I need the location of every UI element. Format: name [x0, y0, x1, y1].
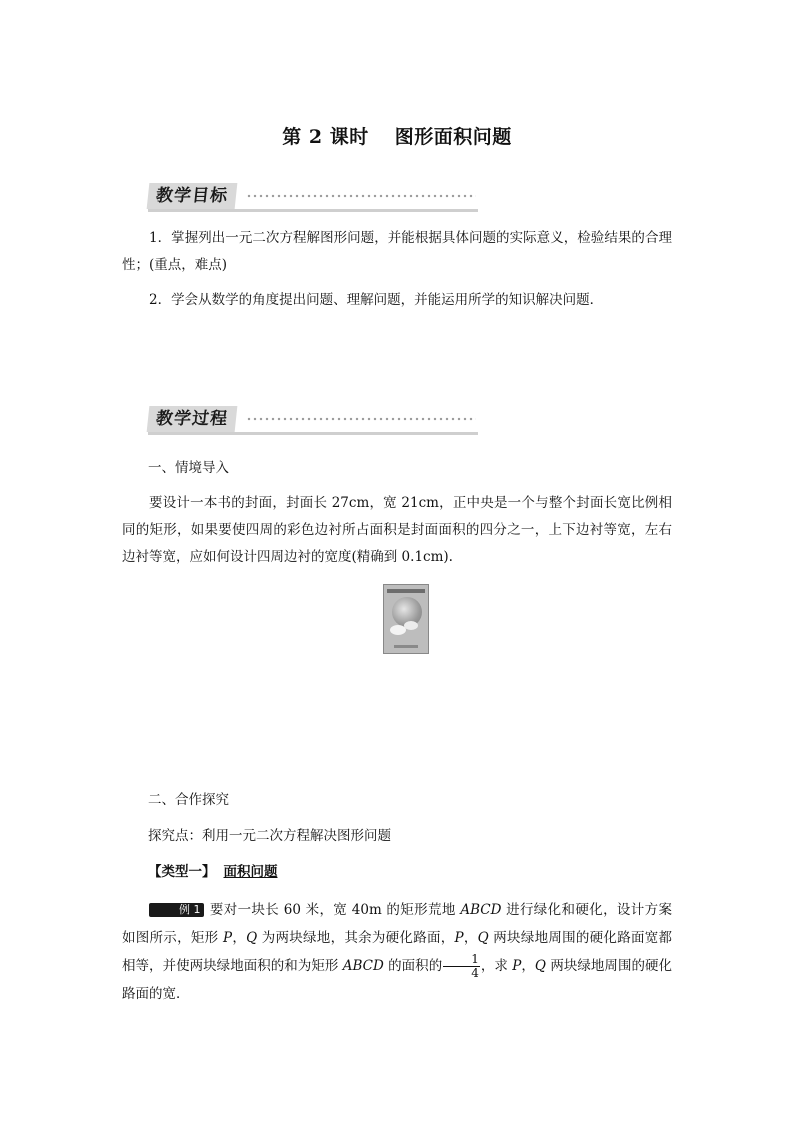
section-heading-intro: 一、情境导入 [148, 460, 229, 476]
section-heading-explore: 二、合作探究 [148, 792, 229, 808]
goals-banner [148, 183, 478, 213]
lesson-number: 第 2 课时 [282, 126, 369, 148]
page-title [0, 122, 794, 149]
lesson-topic: 图形面积问题 [394, 126, 512, 148]
banner-rule [148, 209, 478, 212]
example-tag: 例 1 [149, 903, 204, 917]
process-banner [148, 406, 478, 436]
type-title: 面积问题 [223, 864, 278, 880]
book-cover-image [383, 584, 429, 654]
banner-dots [246, 193, 476, 199]
cover-bird [404, 621, 418, 630]
type-heading [148, 862, 278, 882]
intro-paragraph: 要设计一本书的封面，封面长 27cm，宽 21cm，正中央是一个与整个封面长宽比例相同的矩形，如果要使四周的彩色边衬所占面积是封面面积的四分之一，上下边衬等宽，左右边衬等宽，应如何设计四周边衬的宽度(精确到 0.1cm). [122, 495, 672, 565]
banner-dots [246, 416, 476, 422]
banner-rule [148, 432, 478, 435]
cover-footer-band [394, 645, 418, 648]
process-banner-label: 教学过程 [147, 406, 238, 432]
type-label: 【类型一】 [148, 864, 216, 880]
example-paragraph: 例 1 要对一块长 60 米，宽 40m 的矩形荒地 ABCD 进行绿化和硬化，设计方案如图所示，矩形 P，Q 为两块绿地，其余为硬化路面，P，Q 两块绿地周围的硬化路面宽都相等，并使两块绿地面积的和为矩形 ABCD 的面积的 $\frac{1}{4}$ ，求 P，Q 两块绿地周围的硬化路面的宽． [122, 902, 673, 1002]
fraction-one-quarter: $\frac{1}{4}$ [443, 953, 480, 980]
goal-item-1: 1．掌握列出一元二次方程解图形问题，并能根据具体问题的实际意义，检验结果的合理性；(重点，难点) [122, 230, 672, 273]
goal-item-2: 2．学会从数学的角度提出问题、理解问题，并能运用所学的知识解决问题． [149, 292, 604, 308]
goals-banner-label: 教学目标 [147, 183, 238, 209]
explore-point: 探究点：利用一元二次方程解决图形问题 [148, 828, 391, 844]
cover-title-band [387, 589, 425, 593]
